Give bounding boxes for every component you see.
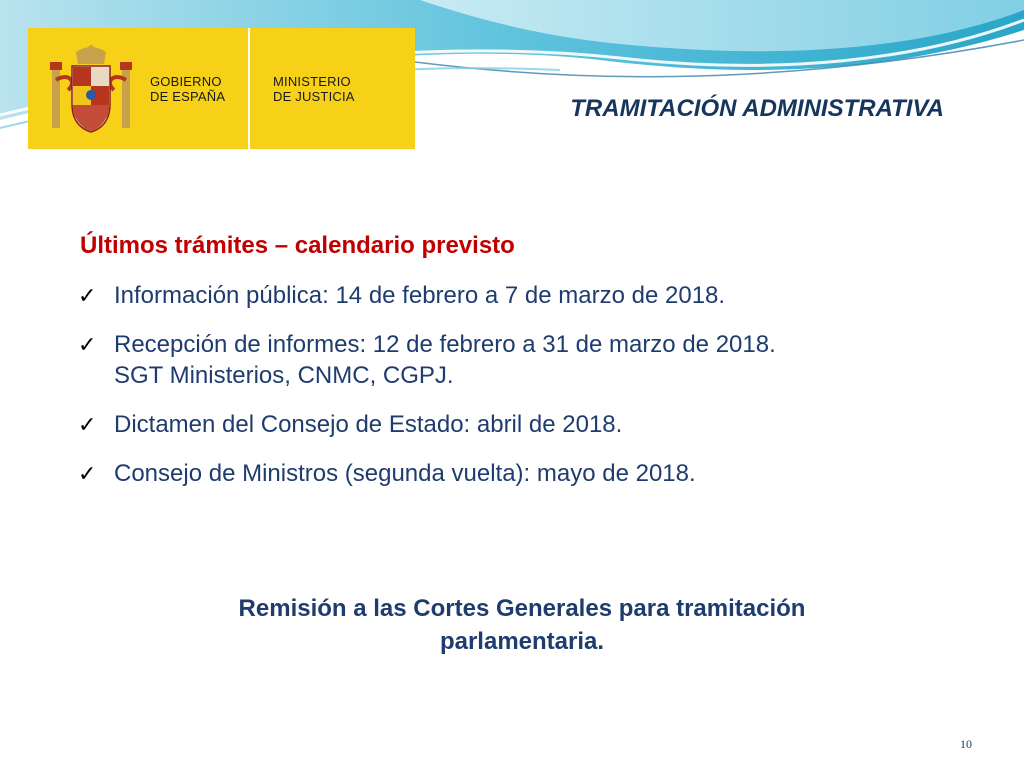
bullet-text: Consejo de Ministros (segunda vuelta): mayo de 2018. <box>114 460 696 487</box>
checkmark-icon: ✓ <box>78 283 97 308</box>
gobierno-de-espana-text: GOBIERNO DE ESPAÑA <box>150 74 226 104</box>
bullet-text: Información pública: 14 de febrero a 7 de marzo de 2018. <box>114 282 726 309</box>
conclusion-text: Remisión a las Cortes Generales para tramitación parlamentaria. <box>238 595 806 655</box>
checkmark-icon: ✓ <box>78 412 97 437</box>
bullet-item <box>78 329 998 391</box>
bullet-item <box>78 409 998 440</box>
ministerio-de-justicia-text: MINISTERIO DE JUSTICIA <box>273 74 355 104</box>
bullet-text-continuation: SGT Ministerios, CNMC, CGPJ. <box>114 362 454 389</box>
section-heading: Últimos trámites – calendario previsto <box>80 232 515 259</box>
page-number: 10 <box>960 737 972 751</box>
bullet-text: Recepción de informes: 12 de febrero a 31 de marzo de 2018. <box>114 331 776 358</box>
checkmark-icon: ✓ <box>78 461 97 486</box>
gobierno-logo <box>28 28 415 149</box>
slide-title: TRAMITACIÓN ADMINISTRATIVA <box>570 95 944 122</box>
coat-of-arms-icon <box>48 42 134 138</box>
bullet-text: Dictamen del Consejo de Estado: abril de 2018. <box>114 411 623 438</box>
bullet-item <box>78 280 998 311</box>
bullet-list <box>78 280 998 507</box>
bullet-item <box>78 458 998 489</box>
logo-divider <box>248 28 250 149</box>
checkmark-icon: ✓ <box>78 332 97 357</box>
